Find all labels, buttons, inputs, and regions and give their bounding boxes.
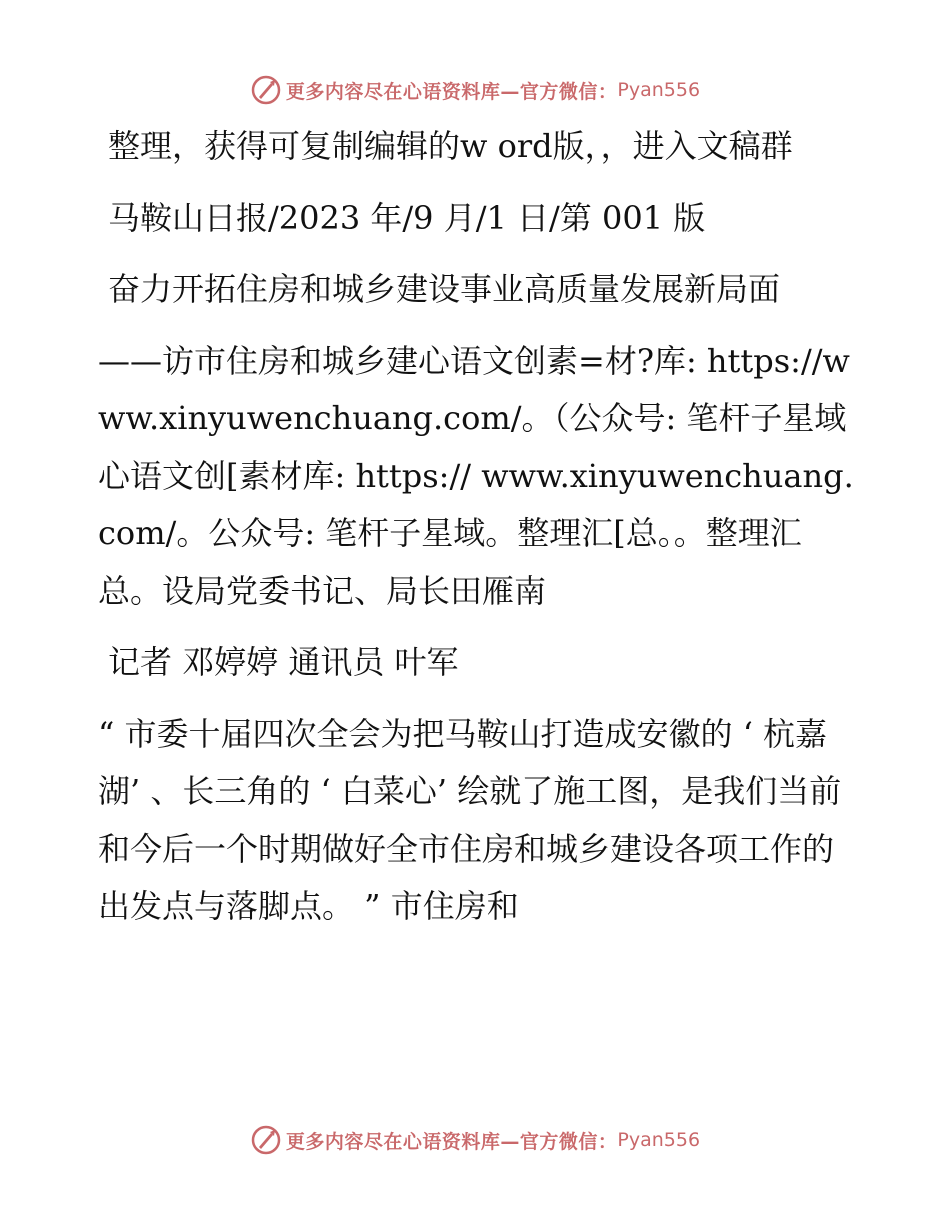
banner-contact: Pyan556 xyxy=(617,1129,701,1151)
byline: 记者 邓婷婷 通讯员 叶军 xyxy=(108,643,459,681)
article-subtitle: ——访市住房和城乡建心语文创素=材?库: https://www.xinyuwenchuang.com/。（公众号: 笔杆子星域心语文创[素材库: https:// www.xinyuwenchuang.com/。公众号: 笔杆子星域。整理汇[总。。整理汇总。设局党委书记、局长田雁南 xyxy=(98,341,854,610)
quill-logo-icon xyxy=(250,74,282,106)
quill-logo-icon xyxy=(250,1124,282,1156)
body-paragraph: “ 市委十届四次全会为把马鞍山打造成安徽的 ‘ 杭嘉湖’ 、长三角的 ‘ 白菜心’ 绘就了施工图，是我们当前和今后一个时期做好全市住房和城乡建设各项工作的出发点与落脚点。 ” 市住房和 xyxy=(98,714,842,925)
banner-contact: Pyan556 xyxy=(617,79,701,101)
article-content xyxy=(98,118,858,950)
header-watermark-banner xyxy=(0,70,950,110)
source-line: 马鞍山日报/2023 年/9 月/1 日/第 001 版 xyxy=(108,198,706,237)
banner-text: 更多内容尽在心语资料库—官方微信： xyxy=(285,1130,618,1153)
banner-text: 更多内容尽在心语资料库—官方微信： xyxy=(285,80,618,103)
article-title: 奋力开拓住房和城乡建设事业高质量发展新局面 xyxy=(108,270,781,308)
footer-watermark-banner xyxy=(0,1120,950,1160)
intro-line: 整理，获得可复制编辑的w ord版，，进入文稿群 xyxy=(108,127,793,165)
